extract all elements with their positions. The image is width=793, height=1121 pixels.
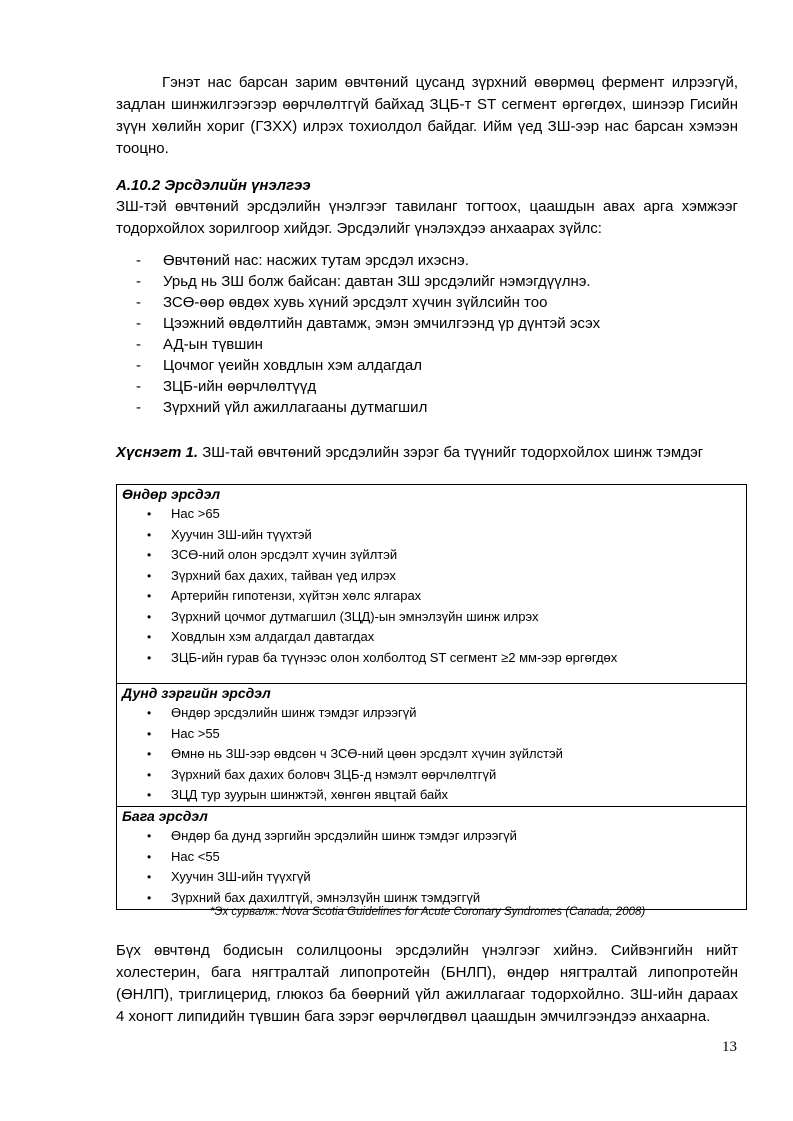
table-row xyxy=(117,765,746,786)
list-item-text: Цочмог үеийн ховдлын хэм алдагдал xyxy=(163,357,422,374)
bullet-marker: • xyxy=(147,568,152,583)
low-risk-list xyxy=(117,826,746,908)
table-caption-text: ЗШ-тай өвчтөний эрсдэлийн зэрэг ба түүнийг тодорхойлох шинж тэмдэг xyxy=(198,444,704,461)
table-row xyxy=(117,826,746,847)
table-row xyxy=(117,888,746,909)
list-item-text: Цээжний өвдөлтийн давтамж, эмэн эмчилгээнд үр дүнтэй эсэх xyxy=(163,315,601,332)
list-item-text: Зүрхний үйл ажиллагааны дутмагшил xyxy=(163,399,428,416)
bullet-marker: • xyxy=(147,650,152,665)
medium-risk-section xyxy=(117,683,746,806)
table-caption-label: Хүснэгт 1. xyxy=(116,444,199,461)
list-item xyxy=(116,313,738,334)
bullet-marker: • xyxy=(147,527,152,542)
table-row xyxy=(117,744,746,765)
row-text: Зүрхний цочмог дутмагшил (ЗЦД)-ын эмнэлзүйн шинж илрэх xyxy=(171,608,539,624)
risk-factors-list xyxy=(116,250,738,418)
list-item xyxy=(116,250,738,271)
table-row xyxy=(117,648,746,669)
bullet-marker: • xyxy=(147,726,152,741)
row-text: Хуучин ЗШ-ийн түүхгүй xyxy=(171,869,311,884)
bullet-marker: • xyxy=(147,829,152,843)
bullet-marker: • xyxy=(147,706,152,720)
dash-marker: - xyxy=(136,273,141,290)
row-text: Зүрхний бах дахилтгүй, эмнэлзүйн шинж тэмдэггүй xyxy=(171,889,481,905)
bullet-marker: • xyxy=(147,767,152,782)
low-risk-heading: Бага эрсдэл xyxy=(122,808,208,824)
risk-table xyxy=(116,484,747,910)
bullet-marker: • xyxy=(147,870,152,884)
table-caption xyxy=(116,443,703,463)
list-item xyxy=(116,292,738,313)
list-item xyxy=(116,397,738,418)
source-note: *Эх сурвалж: Nova Scotia Guidelines for Acute Coronary Syndromes (Canada, 2008) xyxy=(210,906,646,918)
page-number: 13 xyxy=(722,1039,737,1055)
list-item xyxy=(116,271,738,292)
table-row xyxy=(117,703,746,724)
row-text: Зүрхний бах дахих, тайван үед илрэх xyxy=(171,567,396,583)
row-text: Нас >65 xyxy=(171,506,220,521)
table-row xyxy=(117,627,746,648)
bullet-marker: • xyxy=(147,548,152,562)
bullet-marker: • xyxy=(147,609,152,624)
dash-marker: - xyxy=(136,294,141,311)
list-item-text: ЗСӨ-өөр өвдөх хувь хүний эрсдэлт хүчин зүйлсийн тоо xyxy=(163,294,548,311)
bullet-marker: • xyxy=(147,890,152,905)
dash-marker: - xyxy=(136,252,141,269)
list-item-text: АД-ын түвшин xyxy=(163,336,263,353)
high-risk-heading: Өндөр эрсдэл xyxy=(122,486,221,502)
list-item-text: Урьд нь ЗШ болж байсан: давтан ЗШ эрсдэлийг нэмэгдүүлнэ. xyxy=(163,273,591,290)
bullet-marker: • xyxy=(147,788,152,802)
table-row xyxy=(117,525,746,546)
row-text: Нас >55 xyxy=(171,725,220,741)
table-row xyxy=(117,847,746,868)
list-item xyxy=(116,376,738,397)
table-row xyxy=(117,566,746,587)
row-text: Өндөр эрсдэлийн шинж тэмдэг илрээгүй xyxy=(171,705,417,720)
bullet-marker: • xyxy=(147,630,152,644)
table-row xyxy=(117,545,746,566)
row-text: Зүрхний бах дахих боловч ЗЦБ-д нэмэлт өөрчлөлтгүй xyxy=(171,766,497,782)
section-intro: ЗШ-тэй өвчтөний эрсдэлийн үнэлгээг тавиланг тогтоох, цаашдын авах арга хэмжээг тодорхойлох зорилгоор хийдэг. Эрсдэлийг үнэлэхдээ анхаарах зүйлс: xyxy=(116,198,738,237)
dash-marker: - xyxy=(136,336,141,353)
row-text: ЗЦД тур зуурын шинжтэй, хөнгөн явцтай байх xyxy=(171,787,448,802)
row-text: Хуучин ЗШ-ийн түүхтэй xyxy=(171,526,312,542)
row-text: Өндөр ба дунд зэргийн эрсдэлийн шинж тэмдэг илрээгүй xyxy=(171,828,517,843)
dash-marker: - xyxy=(136,399,141,416)
bullet-marker: • xyxy=(147,507,152,521)
high-risk-list xyxy=(117,504,746,668)
table-row xyxy=(117,607,746,628)
table-row xyxy=(117,785,746,806)
list-item xyxy=(116,334,738,355)
row-text: ЗСӨ-ний олон эрсдэлт хүчин зүйлтэй xyxy=(171,547,398,562)
table-row xyxy=(117,586,746,607)
row-text: Ховдлын хэм алдагдал давтагдах xyxy=(171,629,375,644)
table-row xyxy=(117,867,746,888)
list-item xyxy=(116,355,738,376)
medium-risk-heading: Дунд зэргийн эрсдэл xyxy=(122,685,271,701)
dash-marker: - xyxy=(136,357,141,374)
medium-risk-list xyxy=(117,703,746,806)
list-item-text: Өвчтөний нас: насжих тутам эрсдэл ихэснэ. xyxy=(163,252,469,269)
bullet-marker: • xyxy=(147,589,152,603)
closing-paragraph: Бүх өвчтөнд бодисын солилцооны эрсдэлийн үнэлгээг хийнэ. Сийвэнгийн нийт холестерин, бага нягтралтай липопротейн (БНЛП), өндөр нягтралтай липопротейн (ӨНЛП), триглицерид, глюкоз ба бөөрний үйл ажиллагааг тодорхойлно. ЗШ-ийн дараах 4 хоногт липидийн түвшин бага зэрэг өөрчлөгдвөл цаашдын эмчилгээндээ анхаарна. xyxy=(116,942,738,1025)
table-row xyxy=(117,724,746,745)
row-text: Артерийн гипотензи, хүйтэн хөлс ялгарах xyxy=(171,588,422,603)
intro-paragraph: Гэнэт нас барсан зарим өвчтөний цусанд зүрхний өвөрмөц фермент илрээгүй, задлан шинжилгээгээр өөрчлөлтгүй байхад ЗЦБ-т ST сегмент өргөгдөх, шинээр Гисийн зүүн хөлийн хориг (ГЗХХ) илрэх тохиолдол байдаг. Ийм үед ЗШ-ээр нас барсан хэмээн тооцно. xyxy=(116,74,738,157)
row-text: ЗЦБ-ийн гурав ба түүнээс олон холболтод ST сегмент ≥2 мм-ээр өргөгдөх xyxy=(171,649,618,665)
high-risk-section xyxy=(117,485,746,683)
bullet-marker: • xyxy=(147,849,152,864)
low-risk-section xyxy=(117,806,746,909)
bullet-marker: • xyxy=(147,747,152,761)
dash-marker: - xyxy=(136,378,141,395)
table-row xyxy=(117,504,746,525)
dash-marker: - xyxy=(136,315,141,332)
list-item-text: ЗЦБ-ийн өөрчлөлтүүд xyxy=(163,378,317,395)
section-title: А.10.2 Эрсдэлийн үнэлгээ xyxy=(116,177,311,194)
row-text: Нас <55 xyxy=(171,848,220,864)
row-text: Өмнө нь ЗШ-ээр өвдсөн ч ЗСӨ-ний цөөн эрсдэлт хүчин зүйлстэй xyxy=(171,746,563,761)
